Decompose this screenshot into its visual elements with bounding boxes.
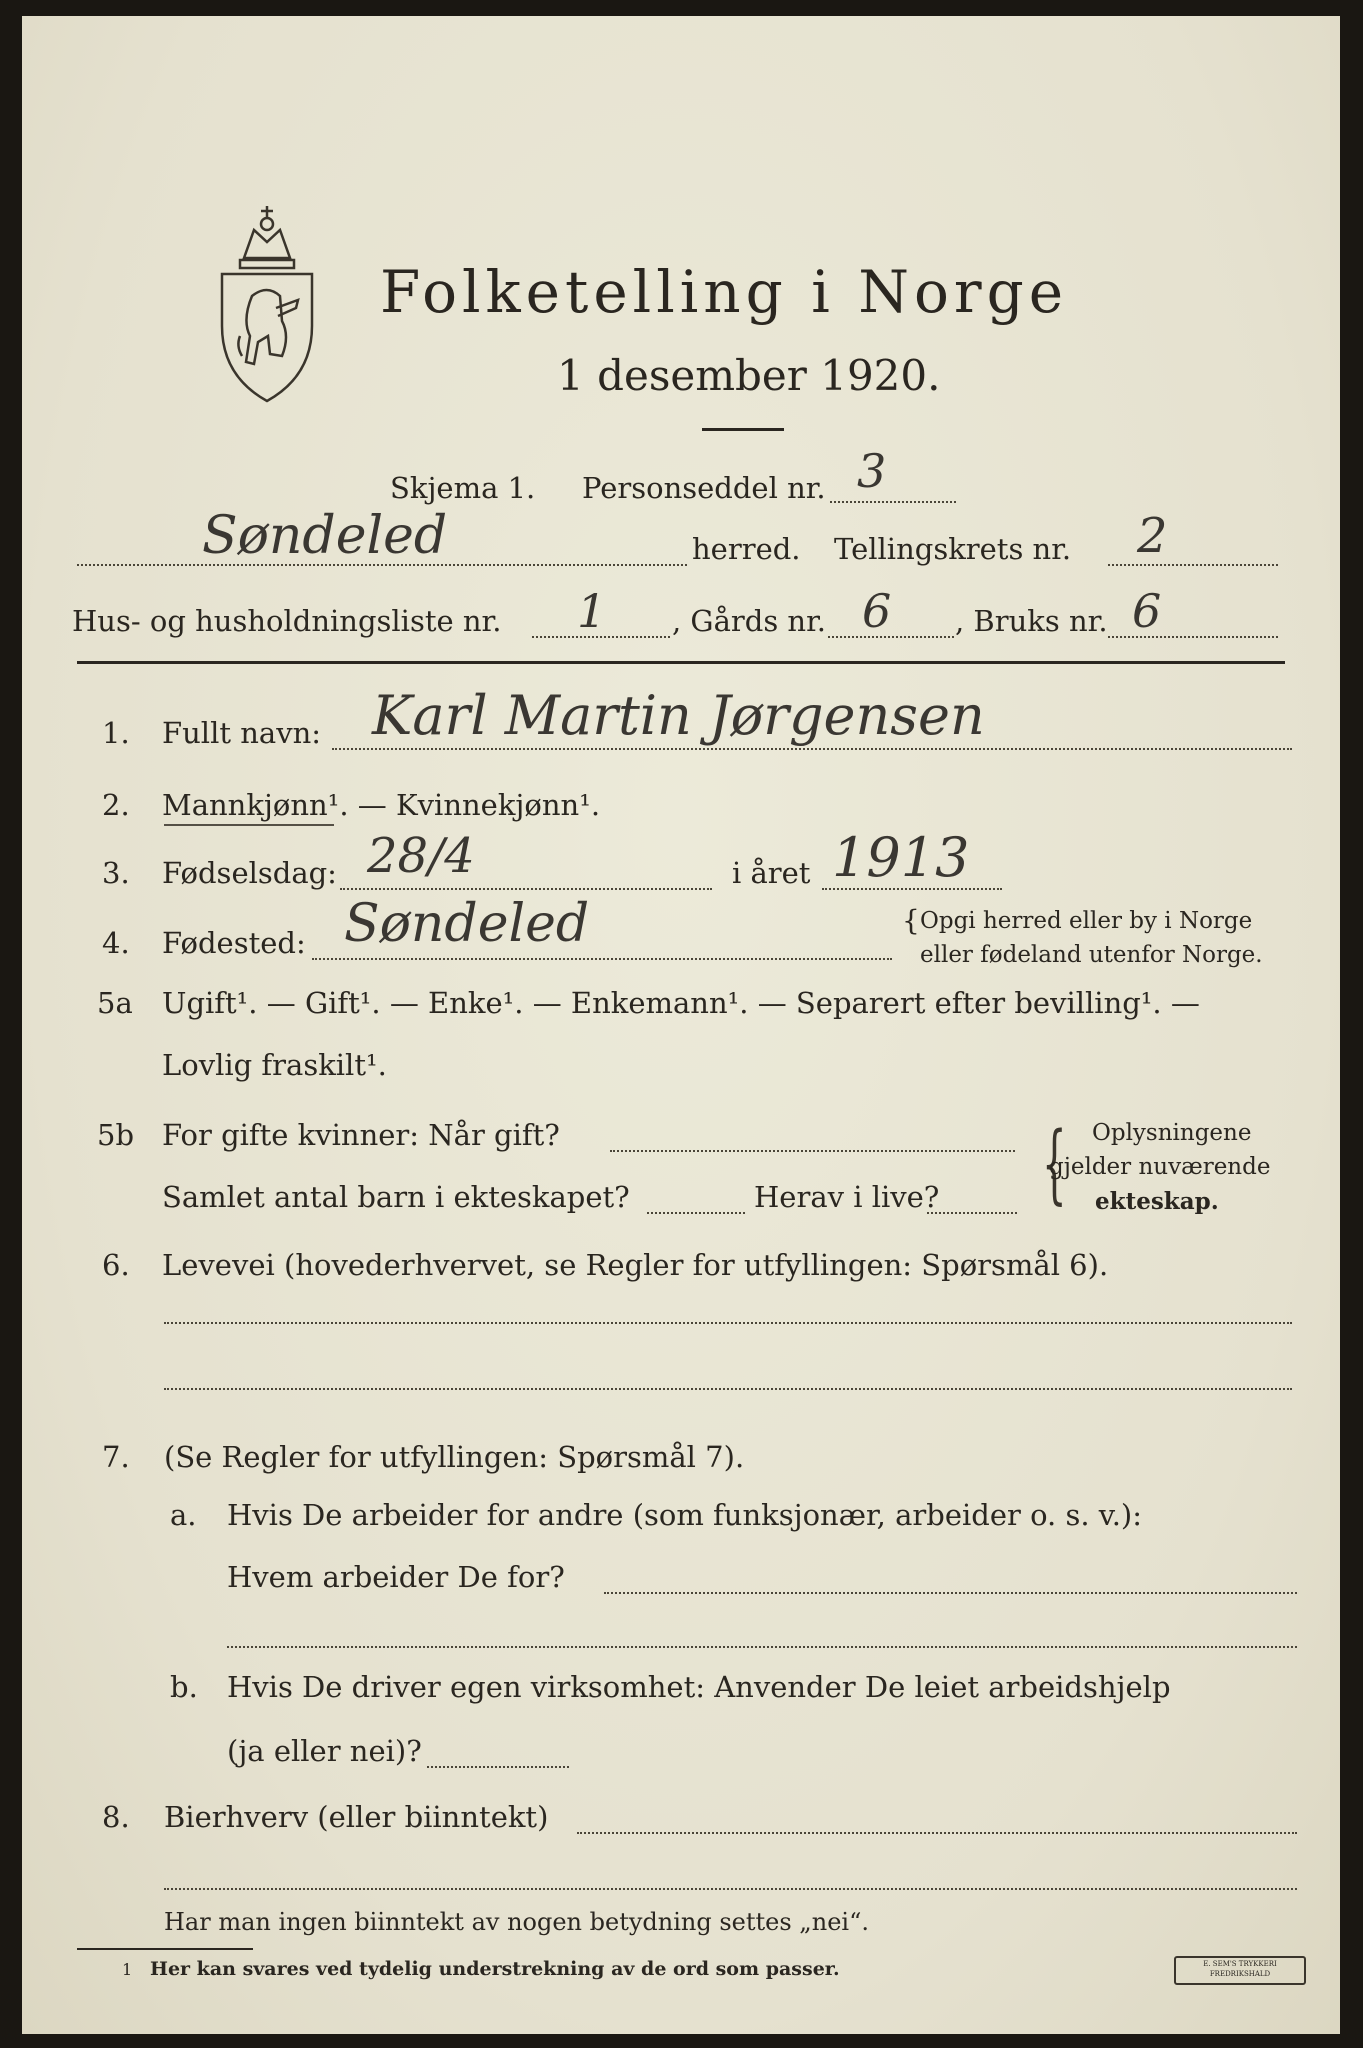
married-date-field[interactable] [610,1150,1015,1152]
q5b-note-line2: gjelder nuværende [1049,1154,1271,1180]
title-divider [702,428,784,431]
birth-year-value[interactable]: 1913 [832,826,970,889]
husliste-label: Hus- og husholdningsliste nr. [72,604,502,638]
husliste-value[interactable]: 1 [577,584,607,638]
employer-field-2[interactable] [227,1646,1297,1648]
marital-status-options[interactable]: Ugift¹. — Gift¹. — Enke¹. — Enkemann¹. — Separert efter bevilling¹. — [162,986,1200,1020]
hired-help-field[interactable] [427,1766,569,1768]
q5b-line2a: Samlet antal barn i ekteskapet? [162,1180,630,1214]
occupation-field-1[interactable] [164,1322,1292,1324]
bruks-label: , Bruks nr. [955,604,1108,638]
q4-label: Fødested: [162,926,306,960]
gards-label: , Gårds nr. [672,604,826,638]
occupation-field-2[interactable] [164,1388,1292,1390]
gards-value[interactable]: 6 [862,584,892,638]
mannkjonn-underline [164,824,334,826]
lovlig-fraskilt-option[interactable]: Lovlig fraskilt¹. [162,1048,387,1082]
q7a-number: a. [170,1498,197,1532]
q7-label: (Se Regler for utfyllingen: Spørsmål 7). [164,1440,745,1474]
q8-note: Har man ingen biinntekt av nogen betydning settes „nei“. [164,1908,869,1936]
employer-field[interactable] [604,1592,1297,1594]
census-form: Folketelling i Norge 1 desember 1920. Skjema 1. Personseddel nr. 3 Søndeled herred. Tellingskrets nr. 2 Hus- og husholdningsliste nr. 1 , Gårds nr. 6 , Bruks nr. 6 1. Fullt navn: Karl Martin Jørgensen 2. Mannkjønn¹. — Kvinnekjønn¹. 3. Fødselsdag: 28/4 i året 1913 4. Fødested: Søndeled { Opgi herred eller by i Norge eller fødeland utenfor Norge. 5a Ugift¹. — Gift¹. — Enke¹. — Enkemann¹. — Separert efter bevilling¹. — Lovlig fraskilt¹. 5b For gifte kvinner: Når gift? Samlet antal barn i ekteskapet? Herav i live? { Oplysningene gjelder nuværende ekteskap. 6. Levevei (hovederhvervet, se Regler for utfyllingen: Spørsmål 6). 7. (Se Regler for utfyllingen: Spørsmål 7). a. Hvis De arbeider for andre (som funksjonær, arbeider o. s. v.): Hvem arbeider De for? b. Hvis De driver egen virksomhet: Anvender De leiet arbeidshjelp (ja eller nei)? 8. Bierhverv (eller biinntekt) Har man ingen biinntekt av nogen betydning settes „nei“. 1 Her kan svares ved tydelig understrekning av de ord som passer. E. SEM'S TRYKKERI FREDRIKSHALD [22,16,1340,2034]
footnote-mark: 1 [122,1960,133,1979]
form-title: Folketelling i Norge [380,258,1069,326]
side-income-field-2[interactable] [164,1888,1297,1890]
q8-number: 8. [102,1800,130,1834]
tellingskrets-value[interactable]: 2 [1137,508,1168,564]
q7b-number: b. [170,1670,198,1704]
q1-label: Fullt navn: [162,716,322,750]
skjema-label: Skjema 1. [390,471,536,505]
q3-label: Fødselsdag: [162,856,337,890]
q4-note-line2: eller fødeland utenfor Norge. [920,942,1263,968]
side-income-field[interactable] [577,1832,1297,1834]
q7a-line2: Hvem arbeider De for? [227,1560,565,1594]
personseddel-value[interactable]: 3 [857,444,887,498]
footnote-text: Her kan svares ved tydelig understrekning av de ord som passer. [150,1958,840,1980]
q8-label: Bierhverv (eller biinntekt) [164,1800,549,1834]
sex-options[interactable]: Mannkjønn¹. — Kvinnekjønn¹. [162,788,601,822]
birthplace-value[interactable]: Søndeled [344,894,590,954]
q7a-line1: Hvis De arbeider for andre (som funksjonær, arbeider o. s. v.): [227,1498,1143,1532]
footnote-divider [77,1948,253,1950]
q7b-line2: (ja eller nei)? [227,1734,422,1768]
q5b-number: 5b [97,1118,135,1152]
full-name-value[interactable]: Karl Martin Jørgensen [372,684,985,747]
q5b-line1: For gifte kvinner: Når gift? [162,1118,560,1152]
q3-year-label: i året [732,856,811,890]
q4-note-line1: Opgi herred eller by i Norge [920,908,1253,934]
q2-number: 2. [102,788,130,822]
q5a-number: 5a [97,986,133,1020]
q6-label: Levevei (hovederhvervet, se Regler for utfyllingen: Spørsmål 6). [162,1248,1109,1282]
herred-value[interactable]: Søndeled [202,506,448,566]
personseddel-label: Personseddel nr. [582,471,826,505]
q3-number: 3. [102,856,130,890]
census-date: 1 desember 1920. [557,351,941,400]
q7-number: 7. [102,1440,130,1474]
children-alive-field[interactable] [927,1212,1017,1214]
q5b-line2b: Herav i live? [754,1180,940,1214]
norway-coat-of-arms-icon [212,196,322,406]
q5b-note-line1: Oplysningene [1092,1120,1252,1146]
herred-label: herred. [692,532,801,566]
q5b-note-line3: ekteskap. [1095,1188,1219,1215]
header-divider [77,661,1285,664]
q4-number: 4. [102,926,130,960]
tellingskrets-label: Tellingskrets nr. [834,532,1072,566]
q6-number: 6. [102,1248,130,1282]
birthday-value[interactable]: 28/4 [367,828,475,884]
q7b-line1: Hvis De driver egen virksomhet: Anvender De leiet arbeidshjelp [227,1670,1171,1704]
printer-stamp: E. SEM'S TRYKKERI FREDRIKSHALD [1174,1956,1306,1985]
bruks-value[interactable]: 6 [1132,584,1162,638]
children-count-field[interactable] [647,1212,745,1214]
q1-number: 1. [102,716,130,750]
